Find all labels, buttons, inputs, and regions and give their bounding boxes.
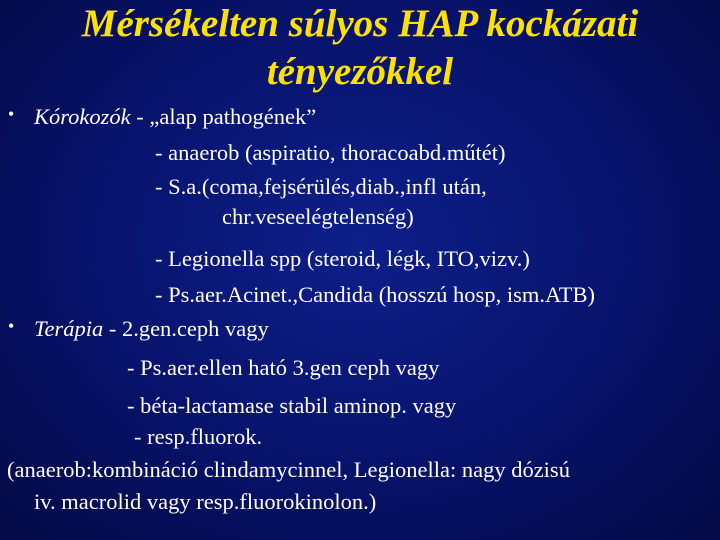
bullet-icon: • xyxy=(8,104,15,124)
pathogen-item: - Legionella spp (steroid, légk, ITO,vizv.) xyxy=(155,246,530,271)
therapy-item: - Ps.aer.ellen ható 3.gen ceph vagy xyxy=(127,355,440,380)
title-line-2: tényezőkkel xyxy=(266,50,454,93)
pathogen-item: - Ps.aer.Acinet.,Candida (hosszú hosp, ism.ATB) xyxy=(155,282,595,307)
title-line-1: Mérsékelten súlyos HAP kockázati xyxy=(81,2,639,45)
pathogen-item: - anaerob (aspiratio, thoracoabd.műtét) xyxy=(155,140,506,165)
section-therapy-heading xyxy=(34,316,269,342)
pathogens-text: - „alap pathogének” xyxy=(130,104,317,129)
note-line: iv. macrolid vagy resp.fluorokinolon.) xyxy=(34,489,377,514)
bullet-icon: • xyxy=(8,316,15,336)
section-pathogens-heading xyxy=(34,104,316,130)
therapy-item: - béta-lactamase stabil aminop. vagy xyxy=(127,393,457,418)
note-line: (anaerob:kombináció clindamycinnel, Legionella: nagy dózisú xyxy=(7,457,570,482)
pathogen-item: - S.a.(coma,fejsérülés,diab.,infl után, xyxy=(155,174,487,199)
therapy-term: Terápia xyxy=(34,316,104,341)
therapy-text: - 2.gen.ceph vagy xyxy=(103,316,269,341)
pathogen-item-continuation: chr.veseelégtelenség) xyxy=(222,204,414,229)
pathogens-term: Kórokozók xyxy=(34,104,131,129)
therapy-item: - resp.fluorok. xyxy=(134,424,263,449)
